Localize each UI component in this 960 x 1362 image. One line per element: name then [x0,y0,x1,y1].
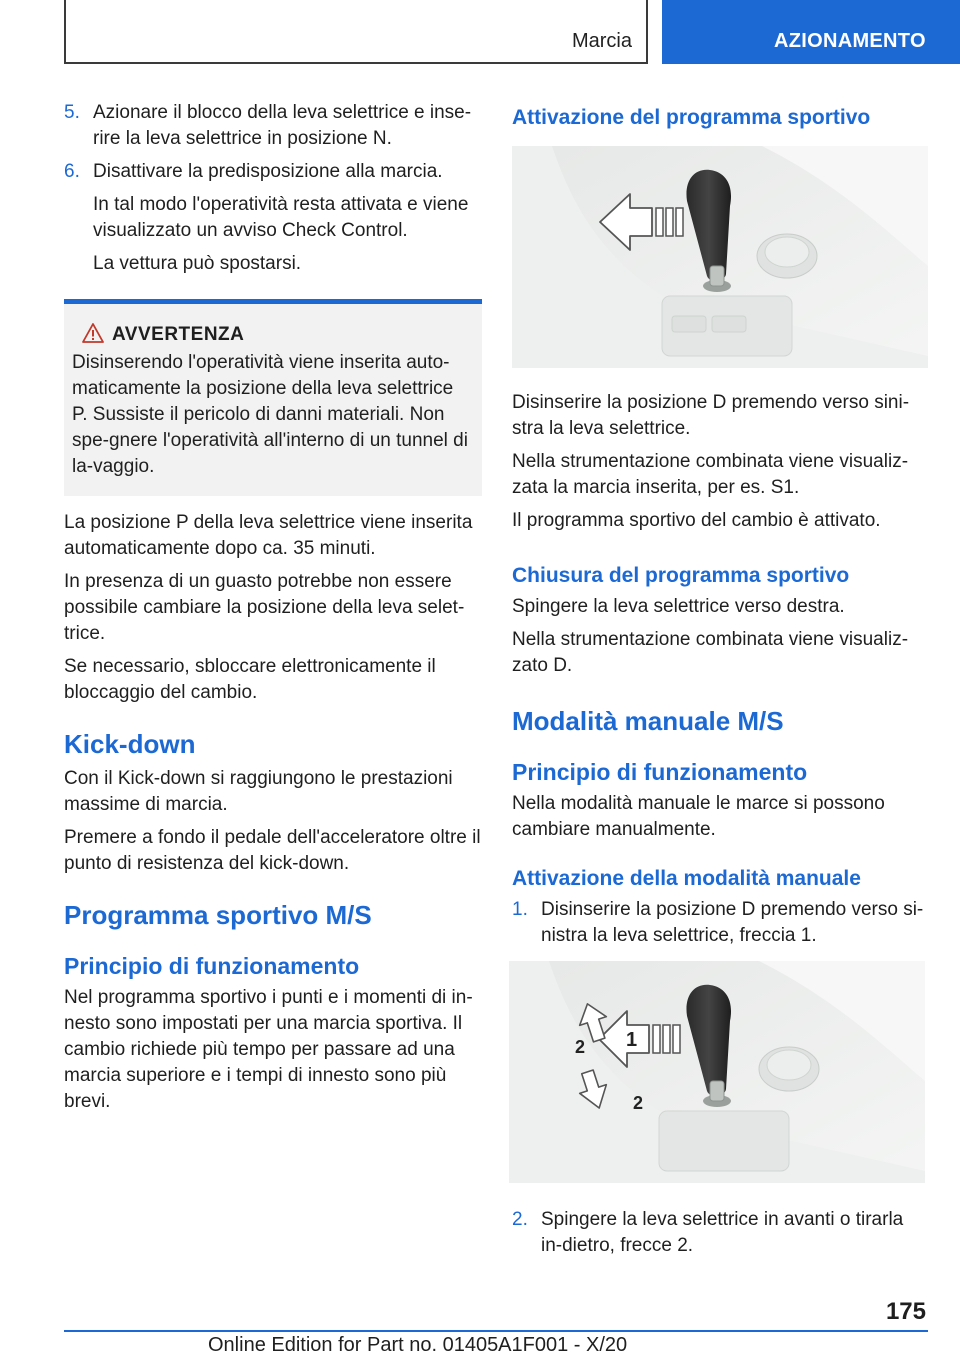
heading-manual-mode: Modalità manuale M/S [512,706,784,736]
manual-step-2 [512,1207,928,1259]
footer-divider [64,1330,928,1332]
step-number: 5. [64,102,80,123]
arrow-label-2-top: 2 [575,1037,586,1057]
step-number: 1. [512,899,528,920]
warning-title-text: AVVERTENZA [112,324,245,345]
footer-edition: Online Edition for Part no. 01405A1F001 - X/20 [208,1334,628,1356]
step-5 [64,100,482,152]
paragraph: Il programma sportivo del cambio è attivato. [512,510,881,531]
header-chapter-tab [662,0,960,64]
page-number: 175 [885,1298,926,1325]
warning-triangle-icon [82,323,104,343]
heading-sport-program: Programma sportivo M/S [64,900,372,930]
step-text: Azionare il blocco della leva selettrice e inse-rire la leva selettrice in posizione N. [93,102,472,149]
paragraph: Se necessario, sbloccare elettronicamente il bloccaggio del cambio. [64,656,436,703]
right-column [512,100,928,1266]
step-note: La vettura può spostarsi. [93,253,302,274]
header-section-label: Marcia [571,30,632,52]
arrow-label-2-bottom: 2 [633,1093,644,1113]
step-note: In tal modo l'operatività resta attivata e viene visualizzato un avviso Check Control. [93,194,469,241]
warning-text: Disinserendo l'operatività viene inserita auto-maticamente la posizione della leva selettrice P. Sussiste il pericolo di danni materiali. Non spe-gnere l'operatività all'interno di un tunnel di la-vaggio. [72,352,468,477]
paragraph: Con il Kick-down si raggiungono le prestazioni massime di marcia. [64,768,453,815]
step-6 [64,159,482,185]
header-chapter-label: AZIONAMENTO [774,30,926,52]
paragraph: Nella strumentazione combinata viene visualiz-zata la marcia inserita, per es. S1. [512,451,909,498]
arrow-label-1: 1 [626,1029,638,1051]
paragraph: Disinserire la posizione D premendo verso sini-stra la leva selettrice. [512,392,910,439]
warning-title [72,322,474,348]
paragraph: La posizione P della leva selettrice viene inserita automaticamente dopo ca. 35 minuti. [64,512,473,559]
paragraph: Nella modalità manuale le marce si possono cambiare manualmente. [512,793,885,840]
paragraph: Premere a fondo il pedale dell'acceleratore oltre il punto di resistenza del kick-down. [64,827,481,874]
header-frame [64,0,648,64]
heading-activate-manual: Attivazione della modalità manuale [512,867,861,890]
step-number: 2. [512,1209,528,1230]
warning-box [64,299,482,496]
heading-kickdown: Kick-down [64,729,196,759]
gear-selector-illustration [512,146,928,368]
paragraph: In presenza di un guasto potrebbe non essere possibile cambiare la posizione della leva selet-trice. [64,571,465,644]
step-text: Spingere la leva selettrice in avanti o tirarla in-dietro, frecce 2. [541,1209,904,1256]
manual-mode-illustration [509,961,925,1183]
heading-close-sport: Chiusura del programma sportivo [512,564,850,587]
paragraph: Nella strumentazione combinata viene visualiz-zato D. [512,629,909,676]
left-column [64,100,482,1122]
subheading-principle: Principio di funzionamento [64,953,360,979]
paragraph: Nel programma sportivo i punti e i momenti di in-nesto sono impostati per una marcia sportiva. Il cambio richiede più tempo per passare ad una marcia superiore e i tempi di innesto sono più brevi. [64,987,473,1112]
step-number: 6. [64,161,80,182]
step-text: Disattivare la predisposizione alla marcia. [93,161,443,182]
subheading-manual-principle: Principio di funzionamento [512,759,808,785]
step-text: Disinserire la posizione D premendo verso si-nistra la leva selettrice, freccia 1. [541,899,924,946]
manual-step-1 [512,897,928,949]
paragraph: Spingere la leva selettrice verso destra. [512,596,845,617]
heading-activate-sport: Attivazione del programma sportivo [512,106,871,129]
